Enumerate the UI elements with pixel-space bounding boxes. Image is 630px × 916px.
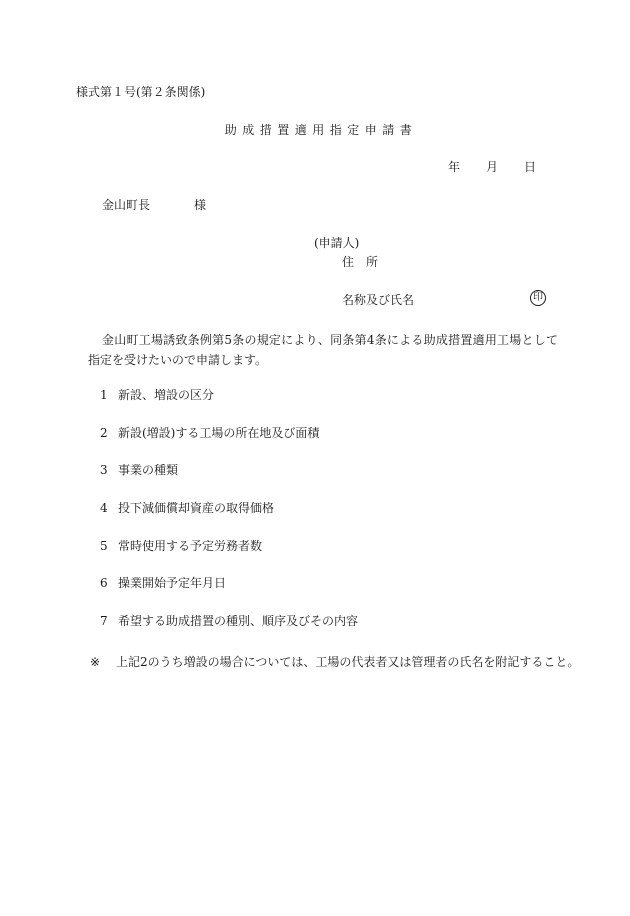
name-label: 名称及び氏名 xyxy=(342,293,415,307)
reference-mark: ※ xyxy=(90,655,101,669)
document-title: 助成措置適用指定申請書 xyxy=(224,123,418,137)
item-number: 2 xyxy=(100,426,108,440)
addressee-name: 金山町長 xyxy=(102,198,151,212)
seal-mark: 印 xyxy=(530,290,546,306)
list-item xyxy=(100,502,274,514)
item-text: 投下減価償却資産の取得価格 xyxy=(118,501,275,515)
list-item xyxy=(100,540,262,552)
list-item xyxy=(100,615,358,627)
item-number: 6 xyxy=(100,576,108,590)
item-number: 5 xyxy=(100,539,108,553)
list-item xyxy=(100,389,214,401)
item-text: 新設(増設)する工場の所在地及び面積 xyxy=(118,426,320,440)
list-item xyxy=(100,577,226,589)
item-text: 希望する助成措置の種別、順序及びその内容 xyxy=(118,614,359,628)
item-number: 7 xyxy=(100,614,108,628)
body-paragraph: 金山町工場誘致条例第5条の規定により、同条第4条による助成措置適用工場として指定を受けたいので申請します。 xyxy=(88,333,558,367)
item-text: 常時使用する予定労務者数 xyxy=(118,539,263,553)
item-number: 4 xyxy=(100,501,108,515)
address-label: 住 所 xyxy=(342,255,379,269)
addressee xyxy=(102,199,206,211)
applicant-label: (申請人) xyxy=(314,236,360,250)
date-year-label: 年 xyxy=(448,160,461,174)
list-item xyxy=(100,427,319,439)
date-day-label: 日 xyxy=(524,160,537,174)
addressee-honorific: 様 xyxy=(194,198,207,212)
date-month-label: 月 xyxy=(486,160,499,174)
form-number: 様式第１号(第２条関係) xyxy=(76,85,206,99)
item-text: 事業の種類 xyxy=(118,463,179,477)
date-line xyxy=(448,161,536,173)
item-text: 新設、増設の区分 xyxy=(118,388,215,402)
footnote-text: 上記2のうち増設の場合については、工場の代表者又は管理者の氏名を附記すること。 xyxy=(116,655,580,669)
item-number: 3 xyxy=(100,463,108,477)
footnote xyxy=(90,656,579,668)
item-text: 操業開始予定年月日 xyxy=(118,576,227,590)
list-item xyxy=(100,464,178,476)
item-number: 1 xyxy=(100,388,108,402)
